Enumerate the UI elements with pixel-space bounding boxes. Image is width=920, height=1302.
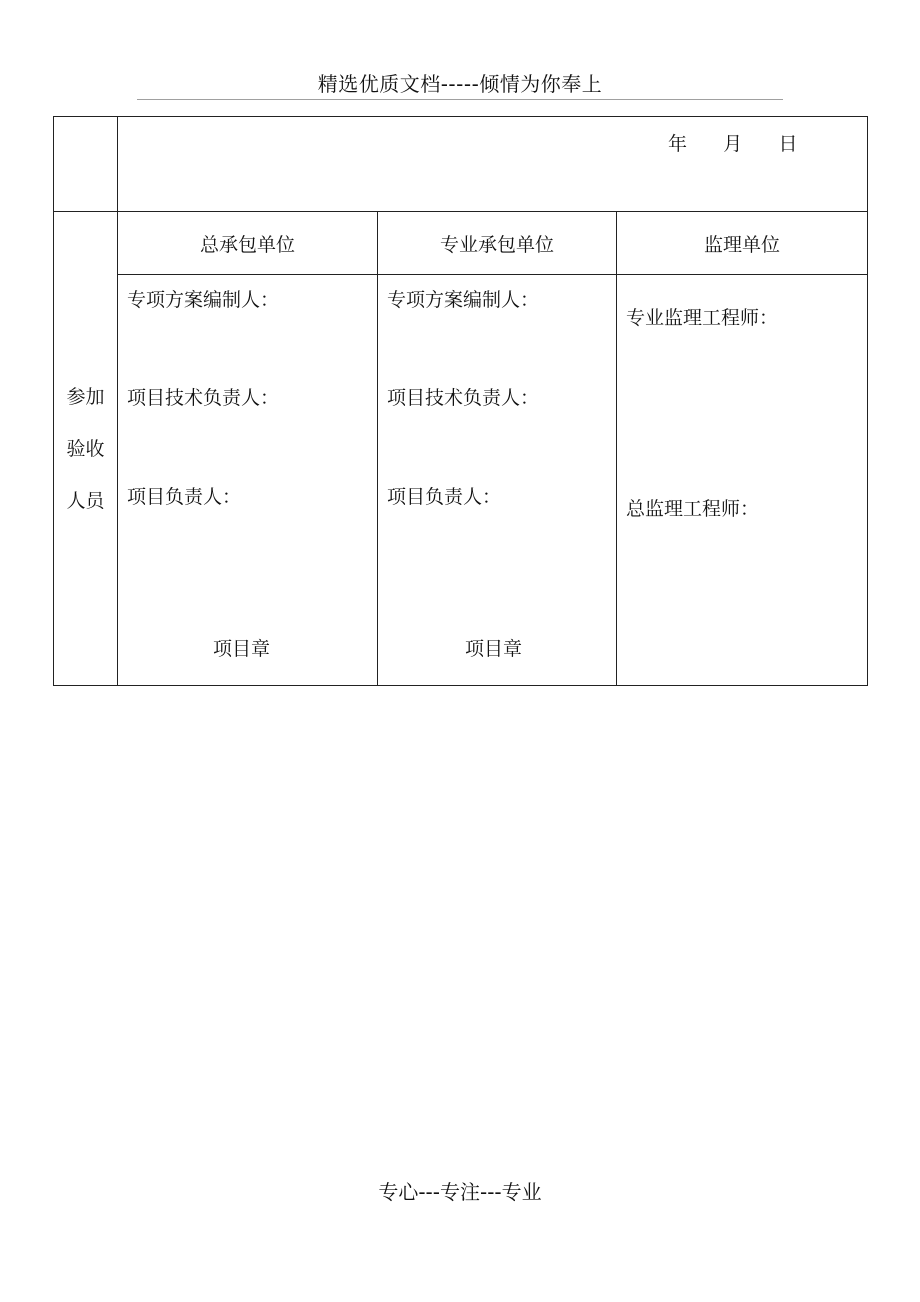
- general-contractor-signatures: [118, 275, 378, 686]
- signature-row: [54, 275, 868, 686]
- date-cell: [118, 117, 868, 212]
- page-header-title: 精选优质文档-----倾情为你奉上: [317, 72, 603, 96]
- date-row: [54, 117, 868, 212]
- page-footer-text: 专心---专注---专业: [378, 1180, 542, 1204]
- supervision-header: 监理单位: [617, 212, 868, 275]
- general-project-seal: 项目章: [213, 638, 271, 660]
- chief-engineer-field: 总监理工程师：: [626, 498, 760, 520]
- participants-label-line2: 验收: [66, 437, 105, 460]
- specialty-project-seal: 项目章: [465, 638, 523, 660]
- date-row-label-cell: [54, 117, 118, 212]
- specialty-project-lead-field: 项目负责人：: [387, 486, 502, 508]
- general-project-lead-field: 项目负责人：: [127, 486, 242, 508]
- participants-label-line1: 参加: [66, 385, 105, 408]
- specialty-compiler-field: 专项方案编制人：: [387, 289, 540, 311]
- specialty-contractor-header: 专业承包单位: [378, 212, 617, 275]
- general-compiler-field: 专项方案编制人：: [127, 289, 280, 311]
- specialty-contractor-signatures: [378, 275, 617, 686]
- general-contractor-header: 总承包单位: [118, 212, 378, 275]
- acceptance-form-table: [53, 116, 868, 686]
- participants-label-cell: [54, 212, 118, 686]
- specialty-tech-lead-field: 项目技术负责人：: [387, 387, 540, 409]
- date-placeholder: 年 月 日: [668, 133, 798, 155]
- general-tech-lead-field: 项目技术负责人：: [127, 387, 280, 409]
- participants-label-line3: 人员: [66, 489, 105, 512]
- column-header-row: [54, 212, 868, 275]
- specialist-engineer-field: 专业监理工程师：: [626, 307, 779, 329]
- supervision-signatures: [617, 275, 868, 686]
- header-divider: [137, 99, 783, 100]
